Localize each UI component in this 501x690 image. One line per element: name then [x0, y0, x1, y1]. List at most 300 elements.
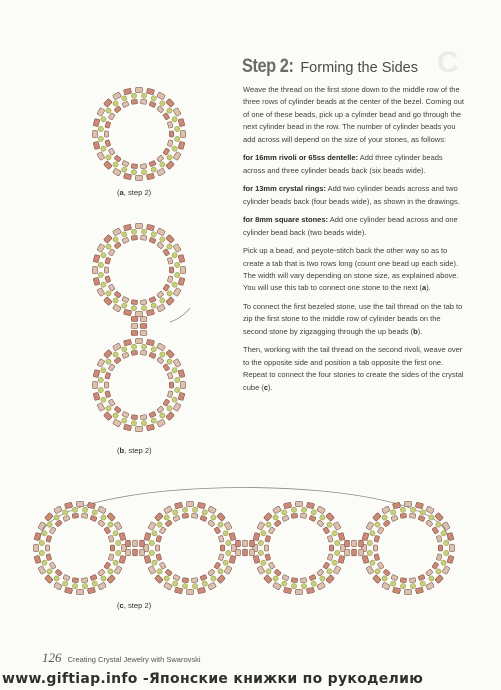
seed-bead — [436, 522, 441, 527]
seed-bead — [101, 282, 106, 287]
seed-bead — [226, 550, 231, 555]
cylinder-bead — [333, 522, 341, 531]
cylinder-bead — [148, 566, 156, 575]
seed-bead — [391, 510, 396, 515]
tab-c-1 — [126, 540, 145, 556]
cylinder-bead — [163, 148, 170, 155]
cylinder-bead — [178, 369, 185, 377]
cylinder-bead — [178, 141, 185, 149]
cylinder-bead — [300, 578, 307, 583]
step-number: Step 2: — [242, 56, 294, 77]
cylinder-bead — [148, 522, 156, 531]
tab-bead — [140, 317, 147, 322]
cylinder-bead — [114, 242, 121, 249]
tab-bead — [345, 540, 350, 547]
seed-bead — [429, 576, 434, 581]
seed-bead — [160, 162, 165, 167]
seed-bead — [192, 507, 197, 512]
cylinder-bead — [34, 555, 41, 563]
cylinder-bead — [92, 266, 97, 273]
cylinder-bead — [149, 411, 156, 417]
seed-bead — [101, 146, 106, 151]
cylinder-bead — [264, 575, 273, 584]
seed-bead — [173, 510, 178, 515]
tab-bead — [236, 540, 241, 547]
cylinder-bead — [122, 101, 129, 107]
cylinder-bead — [366, 566, 374, 575]
cylinder-bead — [122, 160, 129, 166]
cylinder-bead — [122, 296, 129, 302]
seed-bead — [160, 352, 165, 357]
seed-bead — [311, 581, 316, 586]
cylinder-bead — [149, 237, 156, 243]
cylinder-bead — [173, 515, 180, 521]
cylinder-bead — [208, 569, 215, 576]
cylinder-bead — [197, 502, 205, 509]
seed-bead — [160, 101, 165, 106]
cylinder-bead — [49, 527, 56, 534]
cylinder-bead — [173, 288, 181, 297]
seed-bead — [444, 550, 449, 555]
seed-bead — [151, 303, 156, 308]
cylinder-bead — [167, 257, 173, 264]
cylinder-bead — [214, 562, 221, 569]
cylinder-bead — [377, 562, 384, 569]
cylinder-bead — [166, 412, 175, 421]
cylinder-bead — [169, 267, 173, 273]
seed-bead — [273, 515, 278, 520]
seed-bead — [113, 560, 118, 565]
cylinder-bead — [257, 522, 265, 531]
tab-bead — [352, 540, 357, 547]
caption-c: (c, step 2) — [117, 601, 152, 610]
cylinder-bead — [157, 304, 166, 312]
cylinder-bead — [415, 587, 423, 594]
tab-bead — [131, 331, 138, 336]
cylinder-bead — [178, 118, 185, 126]
cylinder-bead — [174, 502, 182, 509]
seed-bead — [164, 515, 169, 520]
cylinder-bead — [197, 587, 205, 594]
tab-bead — [133, 540, 138, 547]
seed-bead — [113, 162, 118, 167]
seed-bead — [172, 368, 177, 373]
cylinder-bead — [180, 381, 185, 388]
tab-c-3 — [345, 540, 364, 556]
cylinder-bead — [92, 130, 97, 137]
cylinder-bead — [208, 506, 217, 514]
cylinder-bead — [159, 562, 166, 569]
thread-line — [170, 308, 190, 322]
cylinder-bead — [76, 501, 83, 506]
tab-bead — [359, 540, 364, 547]
seed-bead — [420, 510, 425, 515]
cylinder-bead — [200, 515, 207, 521]
seed-bead — [106, 406, 111, 411]
cylinder-bead — [135, 426, 142, 431]
seed-bead — [116, 540, 121, 545]
seed-bead — [106, 155, 111, 160]
cylinder-bead — [178, 277, 185, 285]
cylinder-bead — [146, 224, 154, 231]
cylinder-bead — [317, 569, 324, 576]
seed-bead — [367, 540, 372, 545]
cylinder-bead — [93, 254, 100, 262]
cylinder-bead — [383, 520, 390, 527]
cylinder-bead — [113, 92, 122, 100]
cylinder-bead — [163, 249, 170, 256]
cylinder-bead — [38, 566, 46, 575]
cylinder-bead — [165, 520, 172, 527]
seed-bead — [141, 306, 146, 311]
seed-bead — [167, 244, 172, 249]
seed-bead — [218, 522, 223, 527]
tab-bead — [140, 540, 145, 547]
seed-bead — [98, 136, 103, 141]
cylinder-bead — [291, 513, 298, 518]
cylinder-bead — [98, 506, 107, 514]
seed-bead — [192, 584, 197, 589]
seed-bead — [175, 387, 180, 392]
ring-c-1 — [33, 501, 126, 594]
cylinder-bead — [87, 587, 95, 594]
cylinder-bead — [167, 391, 173, 398]
seed-bead — [182, 507, 187, 512]
cylinder-bead — [113, 419, 122, 427]
seed-bead — [410, 507, 415, 512]
cylinder-bead — [97, 359, 105, 368]
page-footer — [42, 650, 201, 666]
seed-bead — [291, 584, 296, 589]
cylinder-bead — [104, 297, 113, 306]
cylinder-bead — [123, 424, 131, 431]
cylinder-bead — [93, 277, 100, 285]
paragraph-intro: Weave the thread on the first stone down to the middle row of the three rows of cylinder beads at the center of the bezel. Coming out of one of these beads, pick up a cylinder bead and go through the next cylinder bead in the row. The number of cylinder beads you add across will depend on the size of your stones, as follows: — [243, 85, 464, 144]
cylinder-bead — [382, 582, 391, 590]
seed-bead — [106, 244, 111, 249]
cylinder-bead — [180, 266, 185, 273]
cylinder-bead — [323, 527, 330, 534]
seed-bead — [429, 515, 434, 520]
seed-bead — [167, 155, 172, 160]
cylinder-bead — [108, 249, 115, 256]
cylinder-bead — [146, 424, 154, 431]
seed-bead — [106, 108, 111, 113]
cylinder-bead — [253, 532, 260, 540]
seed-bead — [98, 262, 103, 267]
seed-bead — [101, 253, 106, 258]
cylinder-bead — [173, 359, 181, 368]
seed-bead — [141, 93, 146, 98]
cylinder-bead — [186, 589, 193, 594]
seed-bead — [151, 347, 156, 352]
cylinder-bead — [409, 513, 416, 518]
seed-bead — [182, 584, 187, 589]
cylinder-bead — [178, 254, 185, 262]
cylinder-bead — [33, 544, 38, 551]
cylinder-bead — [373, 513, 382, 522]
cylinder-bead — [229, 555, 236, 563]
cylinder-bead — [208, 520, 215, 527]
tab-bead — [345, 549, 350, 556]
cylinder-bead — [146, 309, 154, 316]
seed-bead — [108, 569, 113, 574]
cylinder-bead — [98, 520, 105, 527]
seed-bead — [98, 126, 103, 131]
seed-bead — [122, 96, 127, 101]
page-number: 126 — [42, 650, 62, 665]
cylinder-bead — [135, 311, 142, 316]
step-title: Forming the Sides — [300, 60, 418, 76]
seed-bead — [101, 368, 106, 373]
seed-bead — [172, 253, 177, 258]
tab-bead — [126, 549, 131, 556]
seed-bead — [320, 576, 325, 581]
cylinder-bead — [105, 121, 111, 128]
cylinder-bead — [400, 513, 407, 518]
cylinder-bead — [317, 506, 326, 514]
cylinder-bead — [155, 575, 164, 584]
cylinder-bead — [391, 515, 398, 521]
cylinder-bead — [108, 113, 115, 120]
seed-bead — [167, 291, 172, 296]
seed-bead — [151, 167, 156, 172]
caption-a: (a, step 2) — [117, 188, 152, 197]
cylinder-bead — [404, 501, 411, 506]
tab-bead — [140, 549, 145, 556]
cylinder-bead — [169, 382, 173, 388]
cylinder-bead — [229, 532, 236, 540]
seed-bead — [202, 581, 207, 586]
cylinder-bead — [93, 369, 100, 377]
seed-bead — [113, 531, 118, 536]
cylinder-bead — [104, 562, 111, 569]
cylinder-bead — [264, 513, 273, 522]
seed-bead — [92, 510, 97, 515]
cylinder-bead — [157, 357, 164, 364]
cylinder-bead — [114, 291, 121, 298]
seed-bead — [167, 108, 172, 113]
cylinder-bead — [327, 554, 333, 561]
cylinder-bead — [329, 545, 333, 551]
cylinder-bead — [92, 381, 97, 388]
seed-bead — [258, 550, 263, 555]
cylinder-bead — [81, 578, 88, 583]
cylinder-bead — [333, 566, 341, 575]
cylinder-bead — [283, 502, 291, 509]
cylinder-bead — [97, 403, 105, 412]
cylinder-bead — [64, 587, 72, 594]
cylinder-bead — [119, 555, 126, 563]
cylinder-bead — [155, 545, 159, 551]
seed-bead — [291, 507, 296, 512]
cylinder-bead — [54, 582, 63, 590]
cylinder-bead — [157, 406, 164, 413]
cylinder-bead — [217, 513, 226, 522]
tab-bead — [131, 324, 138, 329]
cylinder-bead — [54, 506, 63, 514]
cylinder-bead — [323, 562, 330, 569]
seed-bead — [441, 560, 446, 565]
cylinder-bead — [253, 555, 260, 563]
seed-bead — [370, 560, 375, 565]
cylinder-bead — [98, 569, 105, 576]
cylinder-bead — [90, 515, 97, 521]
cylinder-bead — [274, 520, 281, 527]
cylinder-bead — [72, 513, 79, 518]
cylinder-bead — [123, 339, 131, 346]
cylinder-bead — [362, 555, 369, 563]
tab-bead — [243, 540, 248, 547]
cylinder-bead — [131, 235, 138, 240]
seed-bead — [375, 569, 380, 574]
cylinder-bead — [110, 545, 114, 551]
seed-bead — [301, 507, 306, 512]
cylinder-bead — [135, 175, 142, 180]
seed-bead — [122, 418, 127, 423]
cylinder-bead — [166, 161, 175, 170]
seed-bead — [157, 522, 162, 527]
cylinder-bead — [173, 574, 180, 580]
cylinder-bead — [140, 99, 147, 104]
cylinder-bead — [306, 587, 314, 594]
cylinder-bead — [64, 502, 72, 509]
cylinder-bead — [166, 235, 175, 244]
seed-bead — [106, 291, 111, 296]
cylinder-bead — [432, 562, 439, 569]
cylinder-bead — [377, 527, 384, 534]
seed-bead — [164, 576, 169, 581]
cylinder-bead — [104, 350, 113, 359]
cylinder-bead — [327, 535, 333, 542]
cylinder-bead — [208, 582, 217, 590]
cylinder-bead — [191, 578, 198, 583]
cylinder-bead — [173, 108, 181, 117]
seed-bead — [106, 359, 111, 364]
tab-bead — [250, 549, 255, 556]
ring-c-3 — [252, 501, 345, 594]
seed-bead — [113, 352, 118, 357]
cylinder-bead — [46, 554, 52, 561]
cylinder-bead — [63, 515, 70, 521]
seed-bead — [370, 531, 375, 536]
cylinder-bead — [295, 501, 302, 506]
seed-bead — [332, 560, 337, 565]
cylinder-bead — [274, 569, 281, 576]
cylinder-bead — [131, 415, 138, 420]
cylinder-bead — [265, 554, 271, 561]
seed-bead — [301, 584, 306, 589]
seed-bead — [320, 515, 325, 520]
tab-bead — [236, 549, 241, 556]
seed-bead — [160, 298, 165, 303]
cylinder-bead — [426, 582, 435, 590]
cylinder-bead — [149, 352, 156, 358]
cylinder-bead — [157, 343, 166, 351]
seed-bead — [141, 170, 146, 175]
seed-bead — [382, 576, 387, 581]
cylinder-bead — [135, 338, 142, 343]
seed-bead — [172, 397, 177, 402]
seed-bead — [141, 344, 146, 349]
seed-bead — [375, 522, 380, 527]
seed-bead — [175, 136, 180, 141]
seed-bead — [327, 522, 332, 527]
cylinder-bead — [97, 152, 105, 161]
seed-bead — [47, 522, 52, 527]
cylinder-bead — [157, 419, 166, 427]
seed-bead — [273, 576, 278, 581]
seed-bead — [72, 584, 77, 589]
cylinder-bead — [163, 113, 170, 120]
seed-bead — [92, 581, 97, 586]
cylinder-bead — [140, 164, 147, 169]
seed-bead — [410, 584, 415, 589]
seed-bead — [266, 569, 271, 574]
cylinder-bead — [156, 554, 162, 561]
tab-b — [131, 317, 147, 336]
cylinder-bead — [282, 515, 289, 521]
cylinder-bead — [108, 554, 114, 561]
seed-bead — [98, 377, 103, 382]
seed-bead — [122, 232, 127, 237]
seed-bead — [101, 515, 106, 520]
cylinder-bead — [131, 164, 138, 169]
seed-bead — [113, 413, 118, 418]
seed-bead — [335, 540, 340, 545]
cylinder-bead — [146, 173, 154, 180]
cylinder-bead — [108, 535, 114, 542]
cylinder-bead — [317, 520, 324, 527]
cylinder-bead — [186, 501, 193, 506]
cylinder-bead — [90, 574, 97, 580]
cylinder-bead — [165, 569, 172, 576]
cylinder-bead — [98, 582, 107, 590]
seed-bead — [211, 515, 216, 520]
cylinder-bead — [224, 566, 232, 575]
seed-bead — [226, 540, 231, 545]
cylinder-bead — [442, 522, 450, 531]
cylinder-bead — [438, 545, 442, 551]
seed-bead — [149, 540, 154, 545]
cylinder-bead — [155, 513, 164, 522]
cylinder-bead — [418, 515, 425, 521]
cylinder-bead — [108, 399, 115, 406]
cylinder-bead — [157, 106, 164, 113]
cylinder-bead — [156, 535, 162, 542]
seed-bead — [211, 576, 216, 581]
cylinder-bead — [317, 582, 326, 590]
cylinder-bead — [104, 527, 111, 534]
cylinder-bead — [163, 364, 170, 371]
cylinder-bead — [338, 555, 345, 563]
cylinder-bead — [426, 569, 433, 576]
seed-bead — [223, 560, 228, 565]
cylinder-bead — [265, 535, 271, 542]
seed-bead — [131, 93, 136, 98]
cylinder-bead — [46, 535, 52, 542]
cylinder-bead — [144, 532, 151, 540]
cylinder-bead — [108, 284, 115, 291]
cylinder-bead — [81, 513, 88, 518]
cylinder-bead — [97, 108, 105, 117]
cylinder-bead — [257, 566, 265, 575]
cylinder-bead — [449, 544, 454, 551]
cylinder-bead — [374, 554, 380, 561]
seed-bead — [441, 531, 446, 536]
seed-bead — [400, 584, 405, 589]
tab-bead — [352, 549, 357, 556]
